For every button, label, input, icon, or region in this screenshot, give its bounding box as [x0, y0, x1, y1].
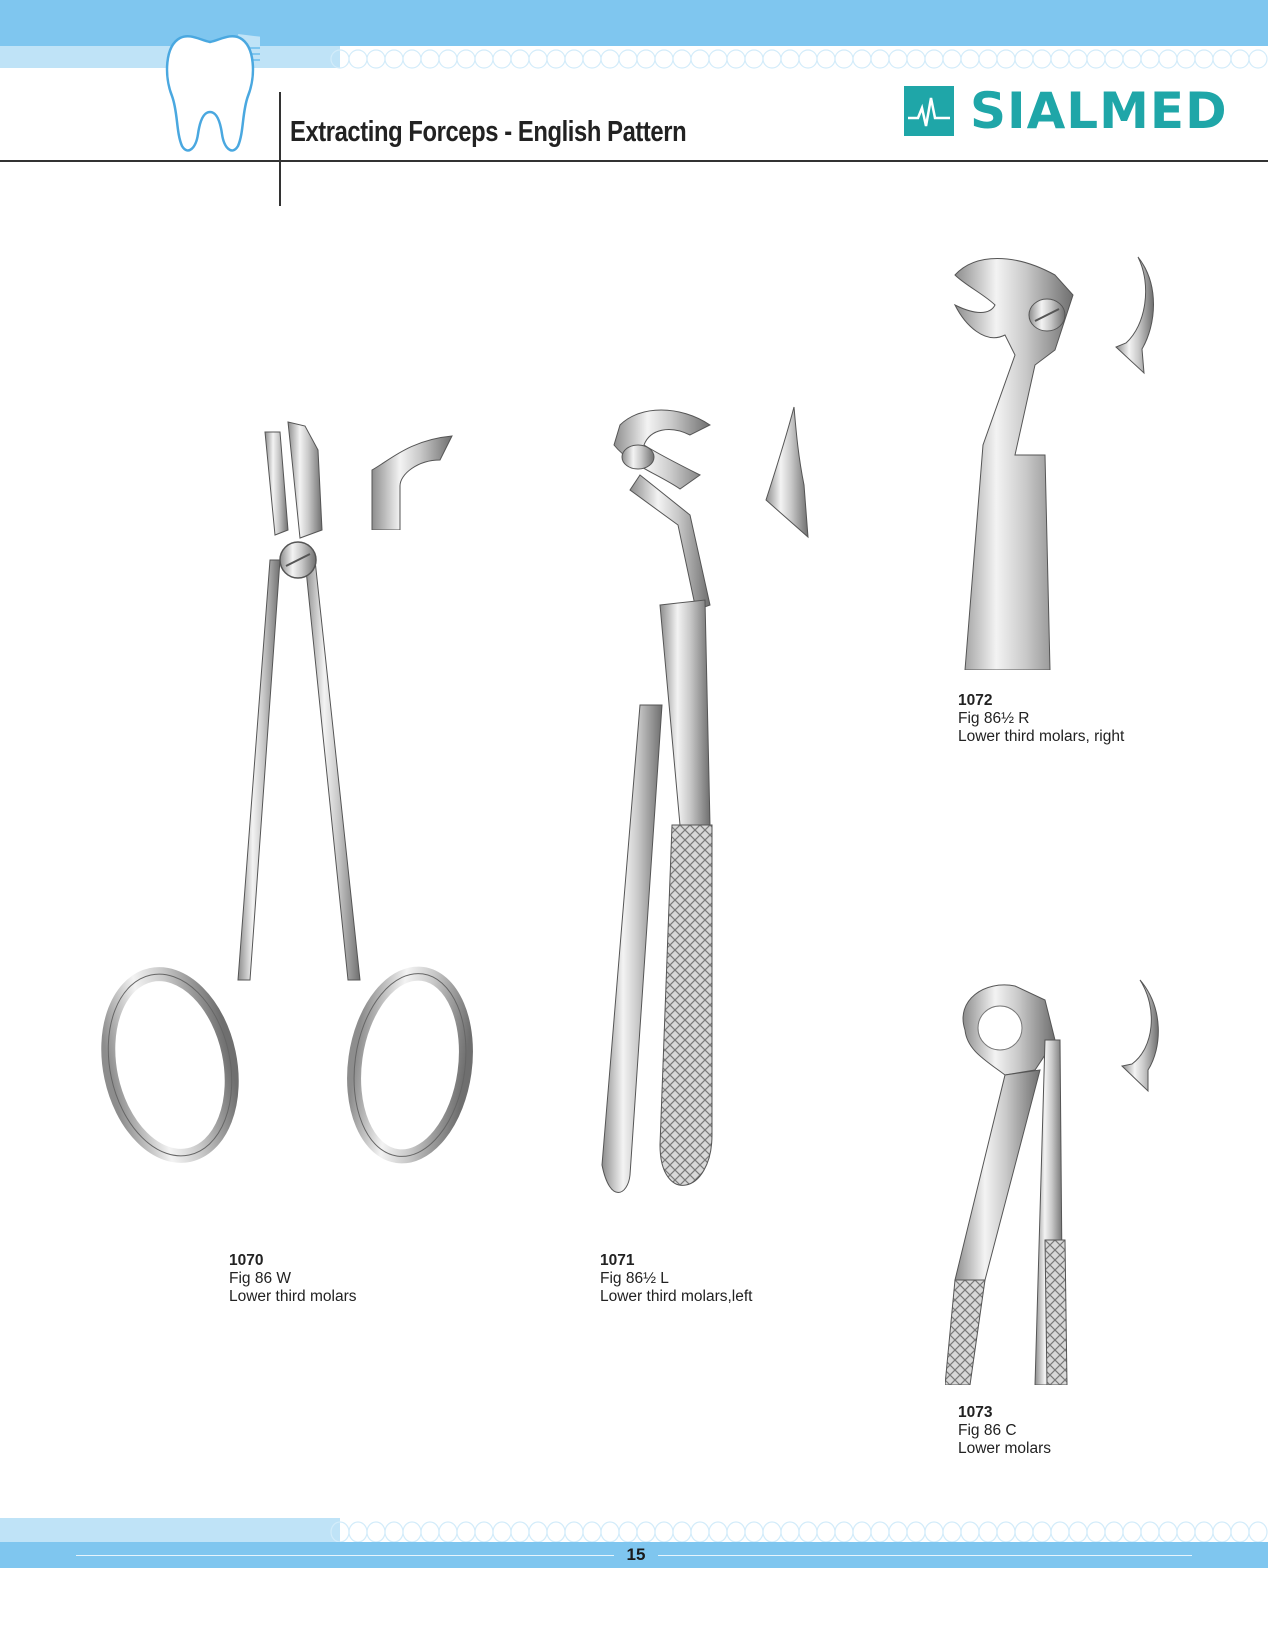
header-divider-vertical — [279, 92, 281, 206]
product-1071-caption — [600, 1252, 752, 1306]
header-circle-pattern — [330, 48, 1268, 70]
page-number: 15 — [626, 1545, 646, 1564]
product-description: Lower third molars,left — [600, 1288, 753, 1305]
header-divider — [0, 160, 1268, 162]
product-description: Lower molars — [958, 1440, 1052, 1457]
brand-name: SIALMED — [970, 82, 1228, 140]
product-figure: Fig 86 W — [229, 1270, 292, 1287]
product-figure: Fig 86½ L — [600, 1270, 669, 1287]
product-code: 1072 — [958, 692, 993, 709]
page-title: Extracting Forceps - English Pattern — [290, 116, 687, 148]
forceps-1071-image — [600, 405, 750, 1235]
tooth-icon — [160, 28, 260, 158]
product-code: 1070 — [229, 1252, 264, 1269]
forceps-1070-image — [100, 420, 480, 1210]
product-1070-caption — [229, 1252, 357, 1306]
product-code: 1073 — [958, 1404, 993, 1421]
forceps-1073-beak-detail — [1118, 978, 1164, 1093]
forceps-1071-beak-detail — [764, 405, 814, 540]
heartbeat-icon — [904, 86, 954, 136]
product-figure: Fig 86 C — [958, 1422, 1017, 1439]
forceps-1072-beak-detail — [1112, 255, 1160, 375]
product-code: 1071 — [600, 1252, 635, 1269]
forceps-1072-image — [945, 255, 1080, 670]
forceps-1070-beak-detail — [370, 430, 455, 530]
footer-band-light — [0, 1518, 340, 1542]
product-1072-caption — [958, 692, 1124, 746]
footer-circle-pattern — [330, 1520, 1268, 1544]
product-description: Lower third molars, right — [958, 728, 1125, 745]
brand-logo — [904, 82, 1228, 140]
forceps-1073-image — [945, 980, 1110, 1385]
product-description: Lower third molars — [229, 1288, 357, 1305]
product-1073-caption — [958, 1404, 1051, 1458]
product-figure: Fig 86½ R — [958, 710, 1030, 727]
